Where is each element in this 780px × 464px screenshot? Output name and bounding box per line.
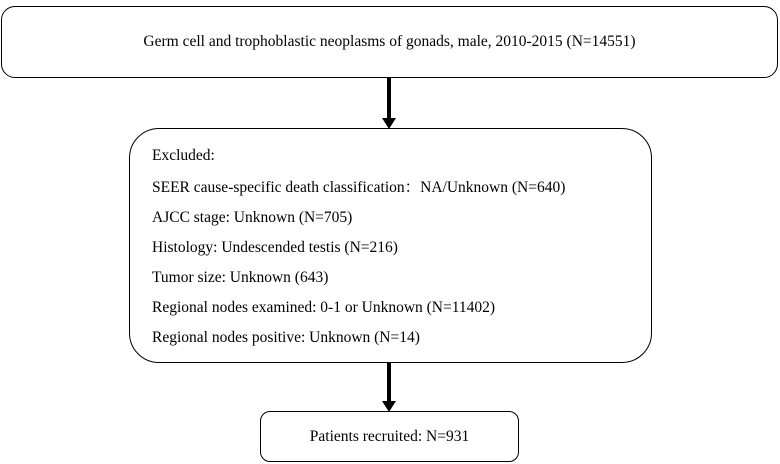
exclusion-criteria-box — [129, 128, 652, 363]
exclusion-item: Regional nodes positive: Unknown (N=14) — [152, 329, 420, 346]
exclusion-item: Regional nodes examined: 0-1 or Unknown (N=11402) — [152, 299, 496, 316]
exclusion-item: Histology: Undescended testis (N=216) — [152, 239, 398, 256]
recruited-patients-text: Patients recruited: N=931 — [309, 427, 470, 445]
source-population-text: Germ cell and trophoblastic neoplasms of gonads, male, 2010-2015 (N=14551) — [143, 33, 636, 50]
exclusion-heading: Excluded: — [152, 147, 215, 164]
recruited-patients-box — [260, 411, 519, 462]
flow-arrow-down-2 — [382, 363, 396, 412]
exclusion-item: SEER cause-specific death classification：NA/Unknown (N=640) — [152, 179, 566, 196]
arrow-down-icon — [382, 78, 396, 129]
source-population-box — [1, 6, 778, 78]
exclusion-item: Tumor size: Unknown (643) — [152, 269, 329, 286]
arrow-down-icon — [382, 363, 396, 412]
exclusion-item: AJCC stage: Unknown (N=705) — [152, 209, 353, 226]
flow-arrow-down-1 — [382, 78, 396, 129]
